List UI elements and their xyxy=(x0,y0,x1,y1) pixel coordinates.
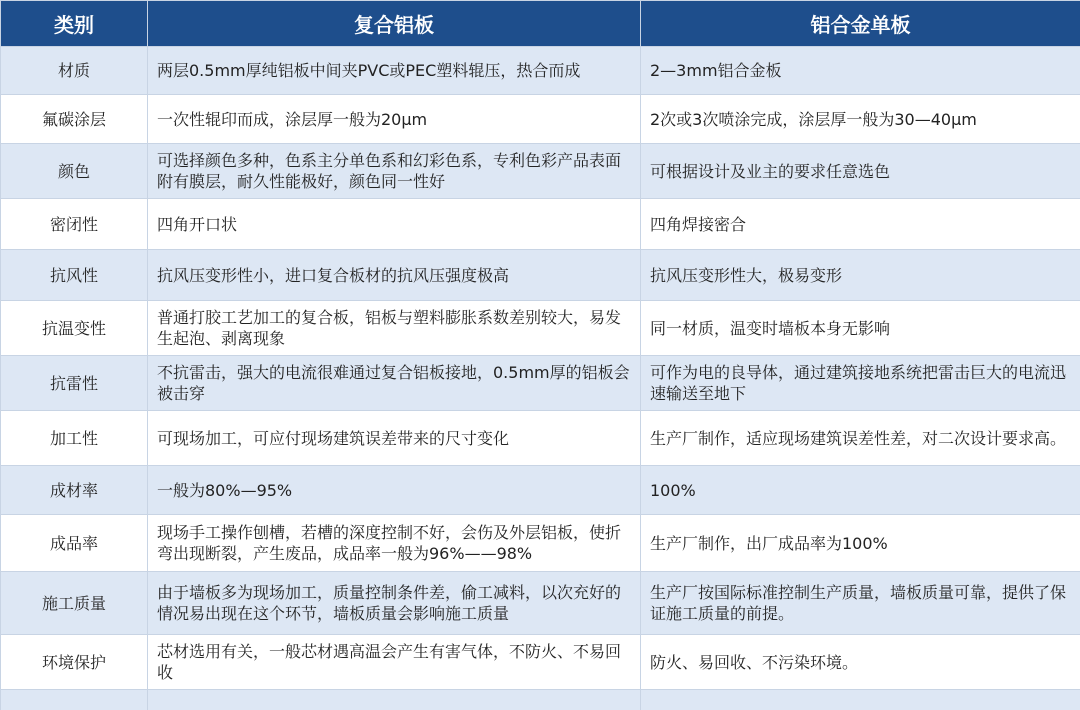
composite-cell: 由于墙板多为现场加工，质量控制条件差，偷工减料，以次充好的情况易出现在这个环节，墙板质量会影响施工质量 xyxy=(148,572,641,635)
category-cell: 密闭性 xyxy=(1,199,148,250)
category-cell-empty xyxy=(1,690,148,710)
single-cell: 生产厂制作，适应现场建筑误差性差，对二次设计要求高。 xyxy=(641,411,1080,466)
composite-cell: 一次性辊印而成，涂层厚一般为20μm xyxy=(148,95,641,144)
composite-cell: 可选择颜色多种，色系主分单色系和幻彩色系，专利色彩产品表面附有膜层，耐久性能极好，颜色同一性好 xyxy=(148,144,641,199)
category-cell: 环境保护 xyxy=(1,635,148,690)
category-cell: 抗风性 xyxy=(1,250,148,301)
table-row xyxy=(1,466,1080,515)
category-cell: 加工性 xyxy=(1,411,148,466)
table-row xyxy=(1,250,1080,301)
single-cell: 抗风压变形性大，极易变形 xyxy=(641,250,1080,301)
single-cell: 生产厂按国际标准控制生产质量，墙板质量可靠，提供了保证施工质量的前提。 xyxy=(641,572,1080,635)
single-cell: 2—3mm铝合金板 xyxy=(641,47,1080,95)
composite-cell: 芯材选用有关，一般芯材遇高温会产生有害气体，不防火、不易回收 xyxy=(148,635,641,690)
single-cell: 生产厂制作，出厂成品率为100% xyxy=(641,515,1080,572)
table-row-partial xyxy=(1,690,1080,710)
table-row xyxy=(1,515,1080,572)
category-cell: 成材率 xyxy=(1,466,148,515)
table-row xyxy=(1,199,1080,250)
category-cell: 成品率 xyxy=(1,515,148,572)
composite-cell: 抗风压变形性小，进口复合板材的抗风压强度极高 xyxy=(148,250,641,301)
table-row xyxy=(1,411,1080,466)
composite-cell: 四角开口状 xyxy=(148,199,641,250)
category-cell: 氟碳涂层 xyxy=(1,95,148,144)
category-cell: 施工质量 xyxy=(1,572,148,635)
single-cell: 100% xyxy=(641,466,1080,515)
single-cell: 防火、易回收、不污染环境。 xyxy=(641,635,1080,690)
single-cell: 四角焊接密合 xyxy=(641,199,1080,250)
table-row xyxy=(1,301,1080,356)
composite-cell: 普通打胶工艺加工的复合板，铝板与塑料膨胀系数差别较大，易发生起泡、剥离现象 xyxy=(148,301,641,356)
single-cell: 同一材质，温变时墙板本身无影响 xyxy=(641,301,1080,356)
composite-cell: 两层0.5mm厚纯铝板中间夹PVC或PEC塑料辊压，热合而成 xyxy=(148,47,641,95)
category-cell: 颜色 xyxy=(1,144,148,199)
table-row xyxy=(1,635,1080,690)
composite-cell: 可现场加工，可应付现场建筑误差带来的尺寸变化 xyxy=(148,411,641,466)
composite-cell: 现场手工操作刨槽，若槽的深度控制不好，会伤及外层铝板，使折弯出现断裂，产生废品，成品率一般为96%——98% xyxy=(148,515,641,572)
header-category: 类别 xyxy=(1,1,148,47)
table-row xyxy=(1,47,1080,95)
category-cell: 抗雷性 xyxy=(1,356,148,411)
header-composite-panel: 复合铝板 xyxy=(148,1,641,47)
single-cell: 可作为电的良导体，通过建筑接地系统把雷击巨大的电流迅速输送至地下 xyxy=(641,356,1080,411)
composite-cell: 一般为80%—95% xyxy=(148,466,641,515)
table-row xyxy=(1,356,1080,411)
table-row xyxy=(1,95,1080,144)
header-single-panel: 铝合金单板 xyxy=(641,1,1080,47)
single-cell: 2次或3次喷涂完成，涂层厚一般为30—40μm xyxy=(641,95,1080,144)
composite-cell: 不抗雷击，强大的电流很难通过复合铝板接地，0.5mm厚的铝板会被击穿 xyxy=(148,356,641,411)
table-row xyxy=(1,572,1080,635)
single-cell-empty xyxy=(641,690,1080,710)
single-cell: 可根据设计及业主的要求任意选色 xyxy=(641,144,1080,199)
category-cell: 抗温变性 xyxy=(1,301,148,356)
composite-cell-empty xyxy=(148,690,641,710)
table-row xyxy=(1,144,1080,199)
category-cell: 材质 xyxy=(1,47,148,95)
header-row xyxy=(1,1,1080,47)
